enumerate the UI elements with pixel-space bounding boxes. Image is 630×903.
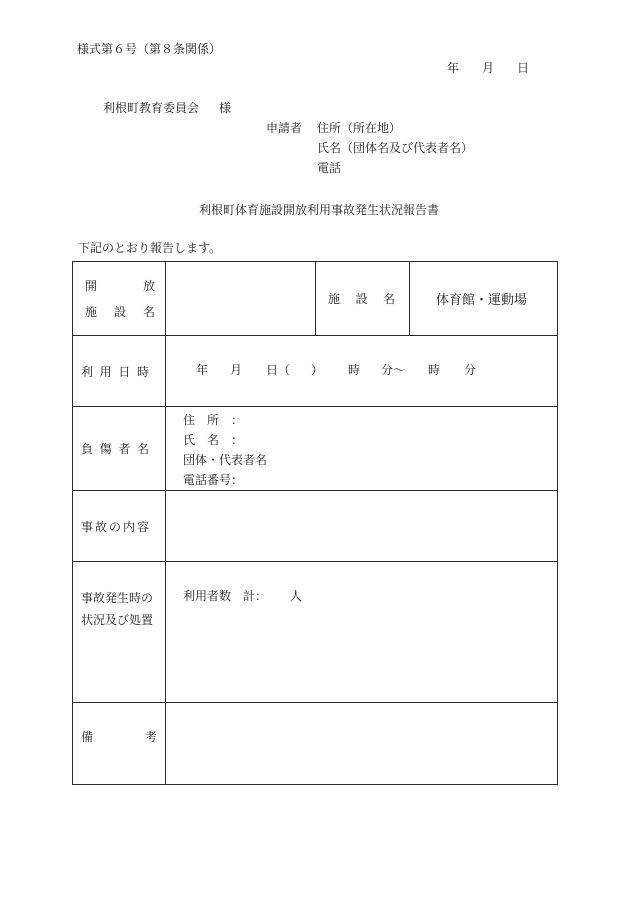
row-facility bbox=[73, 262, 558, 336]
injured-phone-label: 電話番号： bbox=[183, 473, 244, 487]
usage-hour-start: 時 bbox=[348, 363, 361, 377]
facility-name-char: 名 bbox=[382, 292, 395, 306]
date-month-label: 月 bbox=[482, 61, 495, 75]
usage-month: 月 bbox=[230, 363, 243, 377]
injured-group-label: 団体・代表者名 bbox=[183, 453, 268, 467]
situation-label-line2: 状況及び処置 bbox=[81, 613, 154, 627]
row-injured bbox=[73, 407, 558, 491]
injured-value-cell[interactable] bbox=[166, 407, 558, 491]
row-usage-datetime bbox=[73, 336, 558, 407]
usage-value-cell[interactable] bbox=[166, 336, 558, 407]
usage-minute-start: 分〜 bbox=[381, 363, 406, 377]
situation-label-line1: 事故発生時の bbox=[81, 591, 154, 605]
accident-label-char: 容 bbox=[136, 519, 149, 534]
facility-name-value-cell bbox=[410, 262, 558, 336]
remarks-label-char: 備 bbox=[81, 730, 94, 744]
usage-label-char: 時 bbox=[136, 364, 149, 379]
accident-value-cell[interactable] bbox=[166, 491, 558, 562]
injured-label-cell bbox=[73, 407, 166, 491]
date-year-label: 年 bbox=[447, 61, 460, 75]
facility-name-char: 施 bbox=[328, 292, 341, 306]
injured-label-char: 名 bbox=[136, 442, 149, 456]
accident-label-char: 内 bbox=[122, 519, 135, 534]
usage-hour-end: 時 bbox=[428, 363, 441, 377]
report-form-table bbox=[72, 261, 558, 785]
injured-label-char: 負 bbox=[81, 442, 94, 456]
row-remarks bbox=[73, 703, 558, 785]
users-count-label: 利用者数 計： bbox=[183, 589, 268, 603]
form-number: 様式第６号（第８条関係） bbox=[77, 42, 222, 56]
facility-name-char: 設 bbox=[355, 292, 368, 306]
open-facility-char: 放 bbox=[142, 279, 155, 293]
open-facility-char: 施 bbox=[85, 305, 98, 319]
usage-label-char: 用 bbox=[99, 364, 112, 379]
open-facility-label-cell bbox=[73, 262, 166, 336]
usage-minute-end: 分 bbox=[464, 363, 477, 377]
accident-label-char: 故 bbox=[94, 519, 107, 534]
usage-day-open: 日（ bbox=[266, 363, 291, 377]
usage-label-char: 利 bbox=[81, 364, 94, 379]
usage-label-char: 日 bbox=[118, 364, 131, 379]
addressee-honorific: 様 bbox=[219, 101, 232, 115]
intro-text: 下記のとおり報告します。 bbox=[78, 241, 222, 255]
applicant-address-label: 住所（所在地） bbox=[317, 121, 402, 135]
addressee: 利根町教育委員会 bbox=[103, 101, 200, 115]
injured-label-char: 者 bbox=[118, 442, 131, 456]
accident-label-cell bbox=[73, 491, 166, 562]
usage-day-close: ） bbox=[311, 363, 324, 377]
document-title: 利根町体育施設開放利用事故発生状況報告書 bbox=[199, 203, 440, 217]
injured-label-char: 傷 bbox=[99, 442, 112, 456]
accident-label-char: の bbox=[108, 519, 121, 534]
accident-label-char: 事 bbox=[81, 519, 94, 534]
applicant-phone-label: 電話 bbox=[317, 161, 342, 175]
date-day-label: 日 bbox=[517, 61, 530, 75]
users-count-unit: 人 bbox=[290, 589, 303, 603]
facility-name-value: 体育館・運動場 bbox=[436, 293, 528, 308]
open-facility-char: 開 bbox=[85, 279, 98, 293]
applicant-name-label: 氏名（団体名及び代表者名） bbox=[317, 141, 474, 155]
remarks-label-char: 考 bbox=[144, 730, 157, 744]
remarks-value-cell[interactable] bbox=[166, 703, 558, 785]
open-facility-char: 名 bbox=[142, 305, 155, 319]
situation-value-cell[interactable] bbox=[166, 562, 558, 703]
row-accident bbox=[73, 491, 558, 562]
open-facility-char: 設 bbox=[113, 305, 126, 319]
injured-name-label: 氏 名 ： bbox=[183, 433, 244, 447]
applicant-label: 申請者 bbox=[266, 121, 303, 135]
situation-label-cell bbox=[73, 562, 166, 703]
facility-name-label-cell bbox=[316, 262, 410, 336]
usage-label-cell bbox=[73, 336, 166, 407]
usage-year: 年 bbox=[196, 363, 209, 377]
open-facility-value-cell[interactable] bbox=[166, 262, 316, 336]
row-situation bbox=[73, 562, 558, 703]
injured-address-label: 住 所 ： bbox=[183, 413, 244, 427]
remarks-label-cell bbox=[73, 703, 166, 785]
